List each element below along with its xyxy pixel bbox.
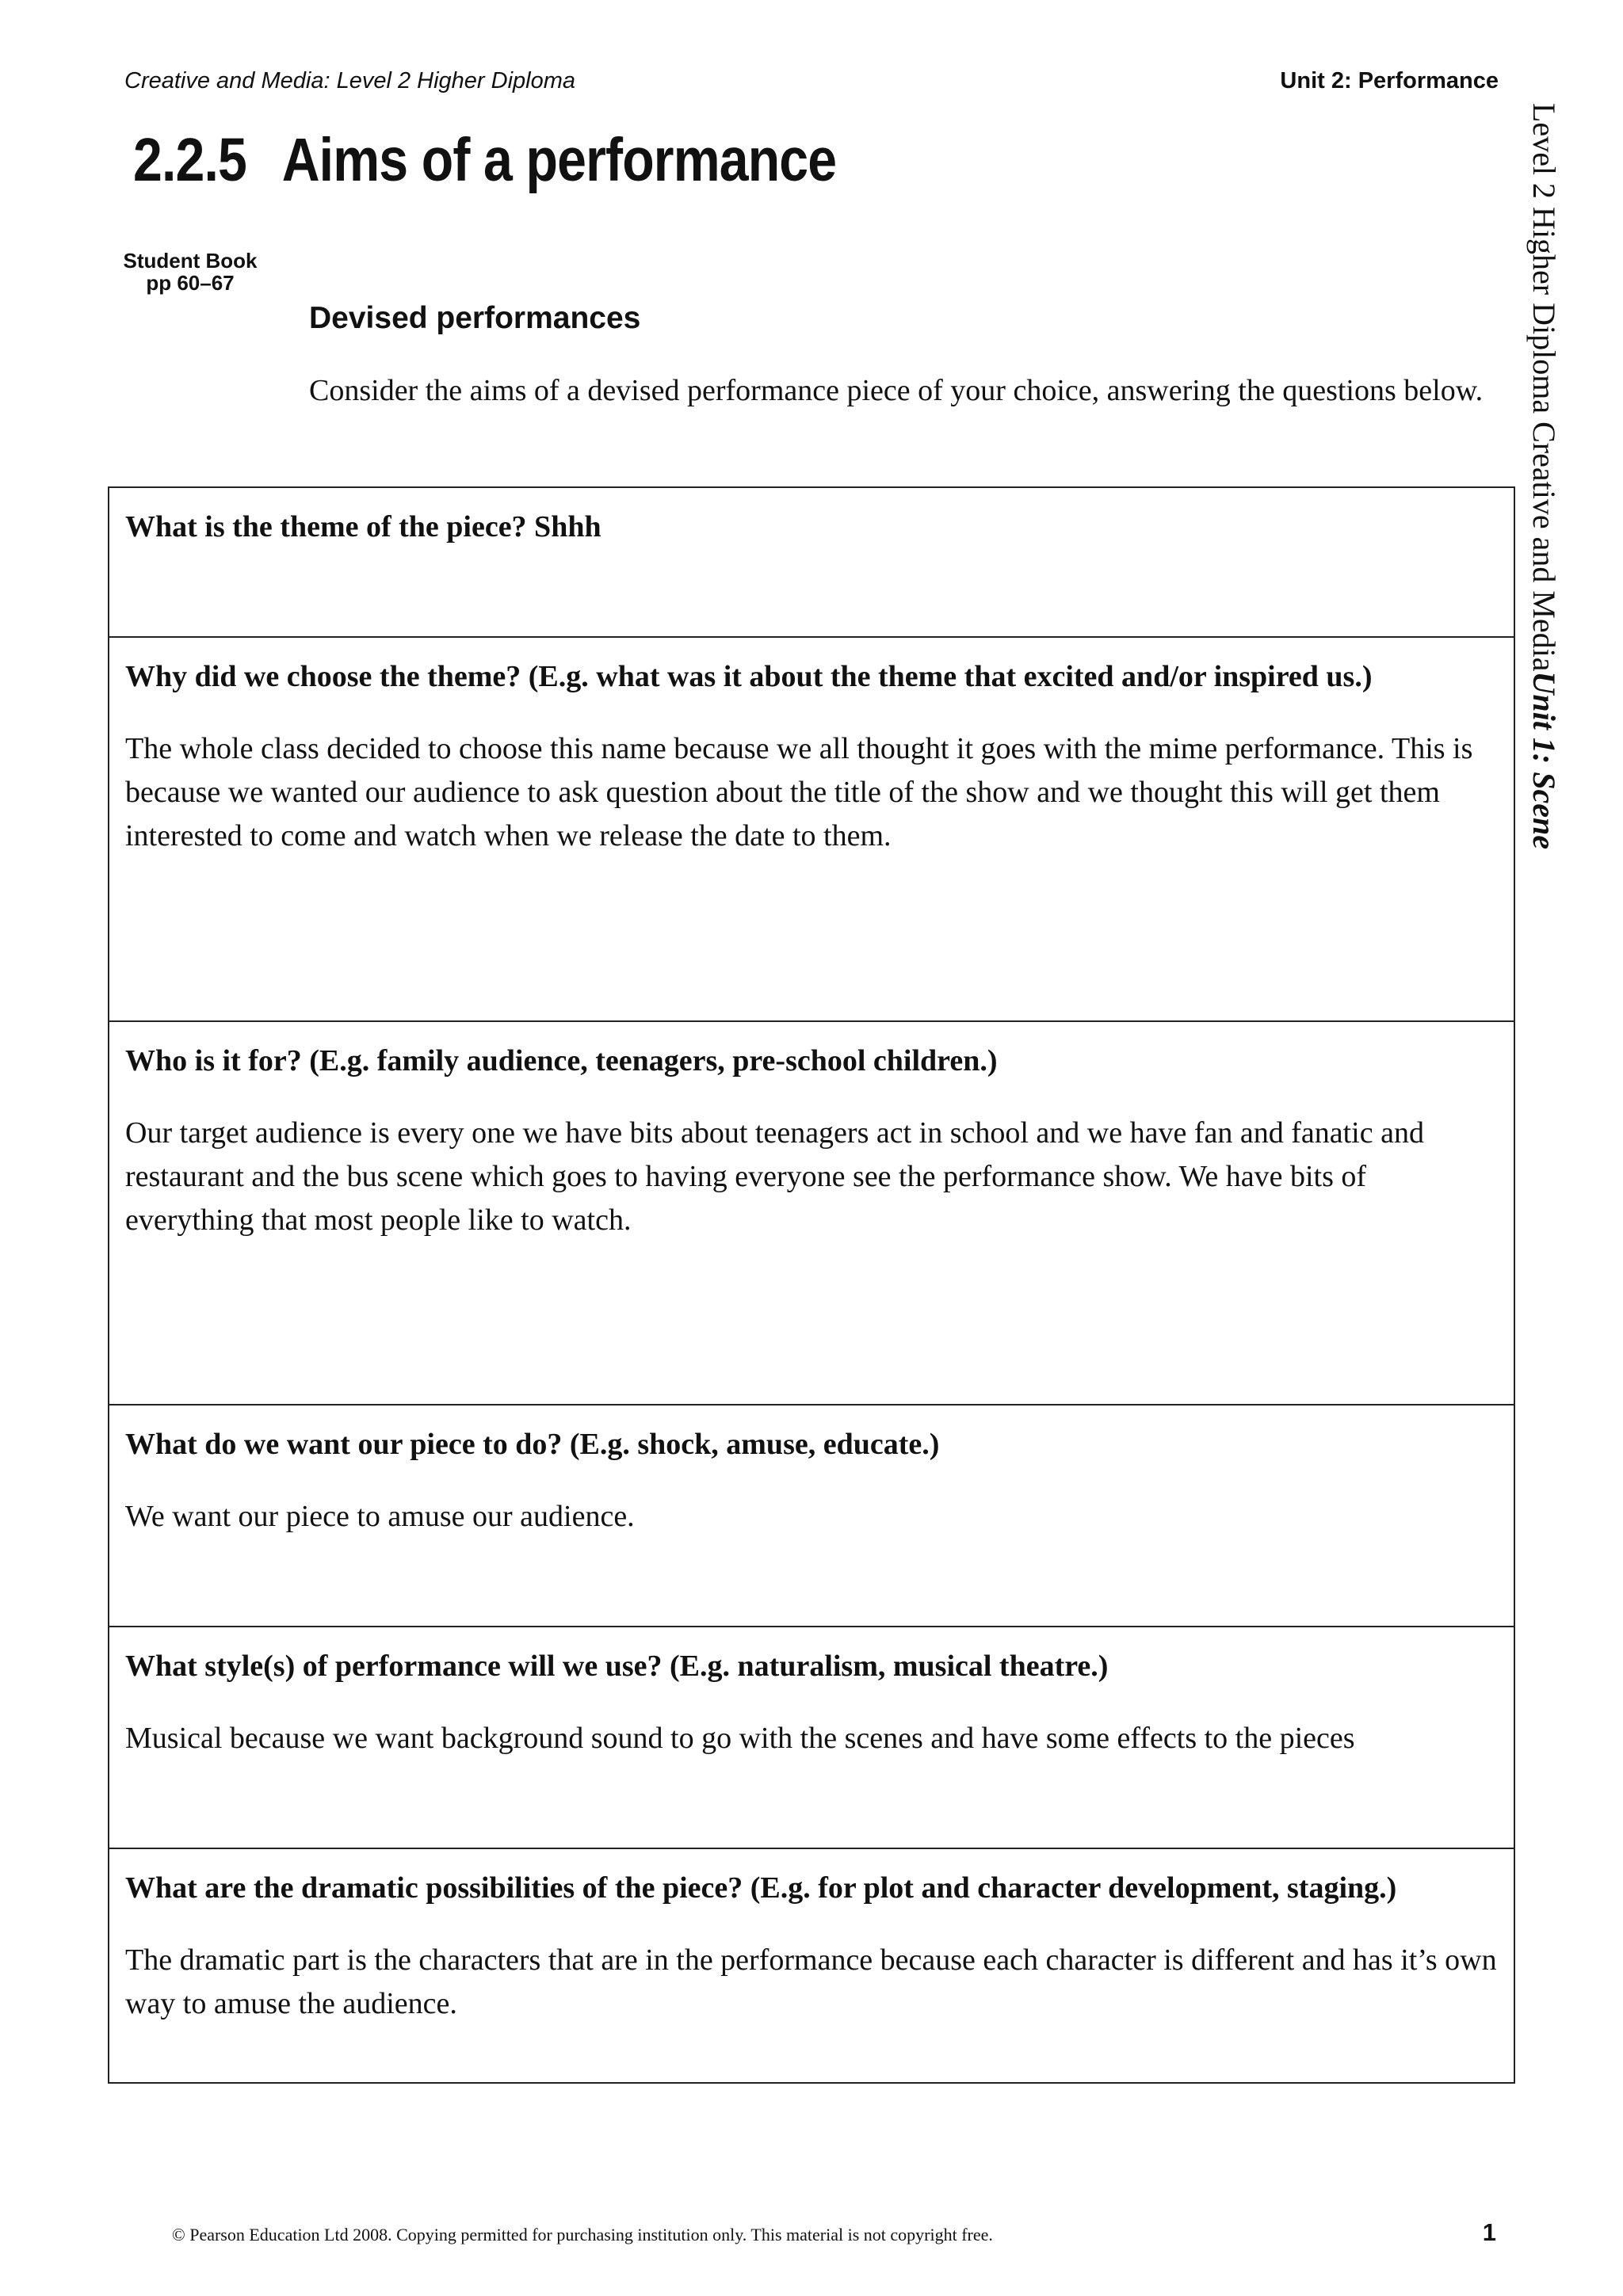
question-row-theme: [109, 488, 1514, 636]
side-banner-text: Level 2 Higher Diploma Creative and Media: [1526, 103, 1562, 672]
question-row-audience: [109, 1020, 1514, 1404]
page-number: 1: [1482, 2218, 1496, 2246]
question-text: What is the theme of the piece? Shhh: [125, 510, 601, 543]
copyright-notice: © Pearson Education Ltd 2008. Copying permitted for purchasing institution only. This material is not copyright free.: [172, 2225, 993, 2245]
answer-text: Musical because we want background sound to go with the scenes and have some effects to the pieces: [125, 1722, 1355, 1755]
section-title-text: Aims of a performance: [281, 126, 837, 194]
question-row-style: [109, 1626, 1514, 1848]
student-book-pages: pp 60–67: [146, 271, 235, 295]
header-left-title: Creative and Media: Level 2 Higher Diploma: [124, 68, 576, 93]
answer-text: Our target audience is every one we have bits about teenagers act in school and we have fan and fanatic and restaurant and the bus scene which goes to having everyone see the performance show. We have bits of everything that most people like to watch.: [125, 1116, 1424, 1237]
question-text: What style(s) of performance will we use? (E.g. naturalism, musical theatre.): [125, 1650, 1109, 1683]
question-row-why-theme: [109, 636, 1514, 1020]
student-book-label: Student Book: [123, 249, 258, 273]
question-text: Who is it for? (E.g. family audience, teenagers, pre-school children.): [125, 1044, 998, 1077]
answer-text: The whole class decided to choose this name because we all thought it goes with the mime performance. This is because we wanted our audience to ask question about the title of the show and we thought this will get them interested to come and watch when we release the date to them.: [125, 732, 1473, 852]
question-row-dramatic: [109, 1848, 1514, 2082]
page-title: [133, 125, 836, 196]
question-text: What are the dramatic possibilities of the piece? (E.g. for plot and character development, staging.): [125, 1871, 1397, 1905]
question-text: What do we want our piece to do? (E.g. shock, amuse, educate.): [125, 1428, 940, 1461]
question-text: Why did we choose the theme? (E.g. what was it about the theme that excited and/or inspired us.): [125, 660, 1373, 693]
side-banner-unit: Unit 1: Scene: [1526, 671, 1562, 849]
answer-text: The dramatic part is the characters that are in the performance because each character is different and has it’s own way to amuse the audience.: [125, 1943, 1497, 2020]
section-number: 2.2.5: [133, 126, 246, 194]
side-banner: [1526, 103, 1563, 849]
student-book-reference: [120, 250, 260, 294]
questions-table: [108, 486, 1515, 2084]
subheading: Devised performances: [309, 301, 641, 335]
intro-text: Consider the aims of a devised performance piece of your choice, answering the questions below.: [309, 374, 1484, 407]
answer-text: We want our piece to amuse our audience.: [125, 1500, 635, 1533]
question-row-purpose: [109, 1404, 1514, 1626]
header-unit-title: Unit 2: Performance: [1280, 68, 1499, 93]
